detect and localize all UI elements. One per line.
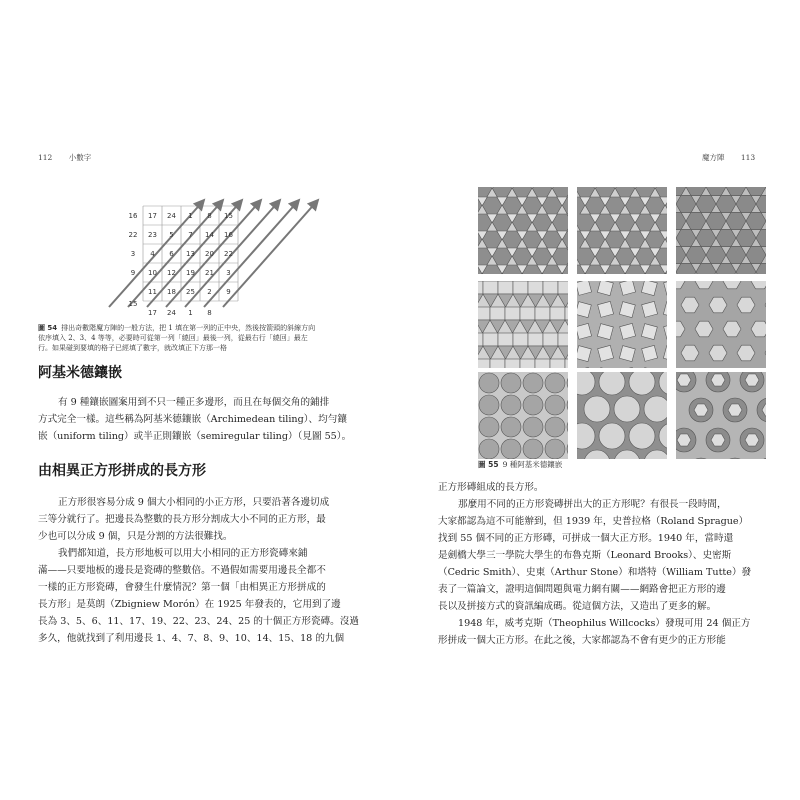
tile-shape bbox=[483, 281, 498, 294]
text-line: 正方形很容易分成 9 個大小相同的小正方形，只要沿著各邊切成 bbox=[58, 497, 330, 508]
tiling-truncated-square bbox=[478, 372, 568, 459]
text-line: 多久，他就找到了利用邊長 1、4、7、8、9、10、14、15、18 的九個 bbox=[38, 633, 345, 644]
tile-shape bbox=[513, 333, 528, 346]
tile-shape bbox=[584, 396, 610, 422]
figure-54-caption bbox=[38, 323, 368, 353]
left-page-number: 112 bbox=[38, 153, 53, 162]
tile-shape bbox=[501, 417, 521, 437]
grid-number: 23 bbox=[148, 231, 157, 239]
tile-shape bbox=[558, 281, 568, 294]
tile-shape bbox=[599, 372, 625, 395]
grid-number: 11 bbox=[148, 288, 157, 296]
grid-number: 9 bbox=[226, 288, 231, 296]
tile-shape bbox=[528, 281, 543, 294]
tiling-truncated-trihexagonal bbox=[676, 372, 766, 459]
tile-shape bbox=[545, 373, 565, 393]
text-line: 表了一篇論文，證明這個問題與電力網有關——網路會把正方形的邊 bbox=[438, 584, 726, 595]
bottom-number: 24 bbox=[167, 309, 176, 317]
row-side-number: 3 bbox=[130, 250, 136, 258]
tile-shape bbox=[543, 281, 558, 294]
tile-shape bbox=[490, 307, 505, 320]
figure-55-archimedean-tilings bbox=[478, 187, 766, 457]
tiling-trihexagonal bbox=[676, 187, 766, 274]
grid-number: 13 bbox=[186, 250, 195, 258]
text-line: 滿——只要地板的邊長是瓷磚的整數倍。不過假如需要用邊長全都不 bbox=[38, 565, 326, 576]
bottom-number: 8 bbox=[207, 309, 212, 317]
heading-squared-rectangles: 由相異正方形拼成的長方形 bbox=[38, 463, 206, 479]
tile-shape bbox=[520, 307, 535, 320]
grid-number: 24 bbox=[167, 212, 176, 220]
tile-shape bbox=[479, 439, 499, 459]
tile-shape bbox=[498, 281, 513, 294]
tile-shape bbox=[501, 373, 521, 393]
grid-number: 3 bbox=[226, 269, 231, 277]
figure-54-magic-square-diagram bbox=[118, 190, 258, 320]
grid-number: 16 bbox=[224, 231, 233, 239]
left-book-title: 小數字 bbox=[68, 153, 92, 162]
tile-shape bbox=[550, 307, 565, 320]
tile-shape bbox=[565, 359, 568, 368]
tile-shape bbox=[498, 333, 513, 346]
tile-shape bbox=[523, 439, 543, 459]
magic-square-grid bbox=[118, 190, 258, 320]
grid-number: 25 bbox=[186, 288, 195, 296]
tile-shape bbox=[501, 395, 521, 415]
tile-shape bbox=[535, 307, 550, 320]
paragraph-willcocks bbox=[438, 615, 768, 649]
tile-shape bbox=[479, 373, 499, 393]
tile-shape bbox=[545, 395, 565, 415]
tile-shape bbox=[543, 333, 558, 346]
tile-shape bbox=[528, 333, 543, 346]
heading-archimedean-tiling: 阿基米德鑲嵌 bbox=[38, 365, 122, 381]
grid-number: 10 bbox=[148, 269, 157, 277]
tile-shape bbox=[614, 396, 640, 422]
grid-number: 20 bbox=[205, 250, 214, 258]
grid-number: 5 bbox=[169, 231, 174, 239]
text-line: 形拼成一個大正方形。在此之後，大家都認為不會有更少的正方形能 bbox=[438, 635, 726, 646]
text-line: 長方形」是莫朗（Zbigniew Morón）在 1925 年發表的，它用到了邊 bbox=[38, 599, 341, 610]
figure-55-caption bbox=[478, 460, 562, 470]
tile-shape bbox=[490, 359, 505, 368]
tile-shape bbox=[478, 333, 483, 346]
figure-55-caption-text: 9 種阿基米德鑲嵌 bbox=[502, 460, 563, 469]
bottom-number: 1 bbox=[188, 309, 193, 317]
row-side-number: 15 bbox=[128, 300, 138, 308]
tile-shape bbox=[513, 281, 528, 294]
paragraph-squared-square bbox=[438, 496, 768, 615]
text-line: 大家都認為這不可能辦到，但 1939 年，史普拉格（Roland Sprague） bbox=[438, 516, 749, 527]
text-line: 一樣的正方形瓷磚，會發生什麼情況？第一個「由相異正方形拼成的 bbox=[38, 582, 326, 593]
text-line: 正方形磚組成的長方形。 bbox=[438, 482, 544, 493]
tile-shape bbox=[629, 372, 655, 395]
tile-shape bbox=[545, 439, 565, 459]
grid-number: 1 bbox=[188, 212, 193, 220]
tile-shape bbox=[478, 281, 483, 294]
right-chapter-title: 魔方陣 bbox=[702, 153, 725, 162]
grid-number: 21 bbox=[205, 269, 214, 277]
grid-number: 22 bbox=[224, 250, 233, 258]
text-line: （Cedric Smith）、史東（Arthur Stone）和塔特（William Tutte）發 bbox=[438, 567, 752, 578]
bottom-number: 17 bbox=[148, 309, 157, 317]
paragraph-moron-tiling bbox=[38, 545, 368, 647]
text-line: 有 9 種鑲嵌圖案用到不只一種正多邊形，而且在每個交角的鋪排 bbox=[58, 397, 330, 408]
caption-line: 排出奇數階魔方陣的一般方法，把 1 填在第一列的正中央，然後按箭頭的斜線方向 bbox=[61, 324, 316, 332]
right-page-header bbox=[702, 152, 755, 163]
tile-shape bbox=[599, 423, 625, 449]
tile-shape bbox=[505, 307, 520, 320]
text-line: 那麼用不同的正方形瓷磚拼出大的正方形呢？有很長一段時間， bbox=[458, 499, 727, 510]
tiling-snub-hexagonal bbox=[577, 187, 667, 274]
grid-number: 17 bbox=[148, 212, 157, 220]
grid-number: 8 bbox=[207, 212, 212, 220]
tile-shape bbox=[501, 439, 521, 459]
tile-shape bbox=[558, 333, 568, 346]
grid-number: 6 bbox=[169, 250, 174, 258]
tiling-rhombitrihexagonal bbox=[676, 281, 766, 368]
text-line: 方式完全一樣。這些稱為阿基米德鑲嵌（Archimedean tiling）、均勻鑲 bbox=[38, 414, 347, 425]
tile-shape bbox=[483, 333, 498, 346]
tile-shape bbox=[535, 359, 550, 368]
text-line: 找到 55 個不同的正方形磚，可拼成一個大正方形。1940 年，當時還 bbox=[438, 533, 734, 544]
tile-shape bbox=[478, 359, 490, 368]
tile-shape bbox=[479, 417, 499, 437]
right-page-number: 113 bbox=[740, 153, 756, 162]
paragraph-continuation bbox=[438, 479, 768, 496]
caption-line: 行。如果碰到要填的格子已經填了數字，就改填正下方那一格 bbox=[38, 344, 227, 352]
text-line: 嵌（uniform tiling）或半正則鑲嵌（semiregular tiling）（見圖 55）。 bbox=[38, 431, 352, 442]
diagonal-arrow bbox=[223, 200, 318, 307]
grid-number: 7 bbox=[188, 231, 193, 239]
text-line: 長以及拼接方式的資訊編成碼。從這個方法，又造出了更多的解。 bbox=[438, 601, 717, 612]
tile-shape bbox=[644, 396, 667, 422]
tile-shape bbox=[478, 307, 490, 320]
tile-shape bbox=[550, 359, 565, 368]
text-line: 1948 年，威考克斯（Theophilus Willcocks）發現可用 24 個正方 bbox=[458, 618, 751, 629]
tile-shape bbox=[565, 307, 568, 320]
text-line: 少也可以分成 9 個，只是分割的方法很難找。 bbox=[38, 531, 233, 542]
tiling-truncated-hexagonal bbox=[577, 372, 667, 459]
paragraph-archimedean bbox=[38, 394, 368, 445]
tile-shape bbox=[523, 395, 543, 415]
diagonal-arrow bbox=[204, 200, 299, 307]
figure-54-label: 圖 54 bbox=[38, 324, 58, 332]
row-side-number: 9 bbox=[130, 269, 136, 277]
left-page-header bbox=[38, 152, 105, 163]
grid-number: 14 bbox=[205, 231, 214, 239]
tile-shape bbox=[523, 373, 543, 393]
tile-shape bbox=[629, 423, 655, 449]
row-side-number: 22 bbox=[128, 231, 138, 239]
grid-number: 12 bbox=[167, 269, 176, 277]
text-line: 三等分就行了。把邊長為整數的長方形分割成大小不同的正方形，最 bbox=[38, 514, 326, 525]
figure-55-label: 圖 55 bbox=[478, 460, 499, 469]
text-line: 長為 3、5、6、11、17、19、22、23、24、25 的十個正方形瓷磚。沒過 bbox=[38, 616, 359, 627]
grid-number: 19 bbox=[186, 269, 195, 277]
row-side-number: 16 bbox=[128, 212, 138, 220]
tiling-snub-square bbox=[577, 281, 667, 368]
paragraph-squared-rectangles bbox=[38, 494, 368, 545]
text-line: 是劍橋大學三一學院大學生的布魯克斯（Leonard Brooks）、史密斯 bbox=[438, 550, 732, 561]
tiling-elongated-triangular bbox=[478, 281, 568, 368]
grid-number: 4 bbox=[150, 250, 155, 258]
grid-number: 18 bbox=[167, 288, 176, 296]
tile-shape bbox=[520, 359, 535, 368]
tile-shape bbox=[545, 417, 565, 437]
tile-shape bbox=[523, 417, 543, 437]
tile-shape bbox=[479, 395, 499, 415]
tiling-trihexagonal-snub bbox=[478, 187, 568, 274]
caption-line: 依序填入 2、3、4 等等，必要時可從第一列「繞回」最後一列，從最右行「繞回」最左 bbox=[38, 334, 308, 342]
text-line: 我們都知道，長方形地板可以用大小相同的正方形瓷磚來鋪 bbox=[58, 548, 308, 559]
grid-number: 2 bbox=[207, 288, 212, 296]
grid-number: 15 bbox=[224, 212, 233, 220]
tile-shape bbox=[505, 359, 520, 368]
